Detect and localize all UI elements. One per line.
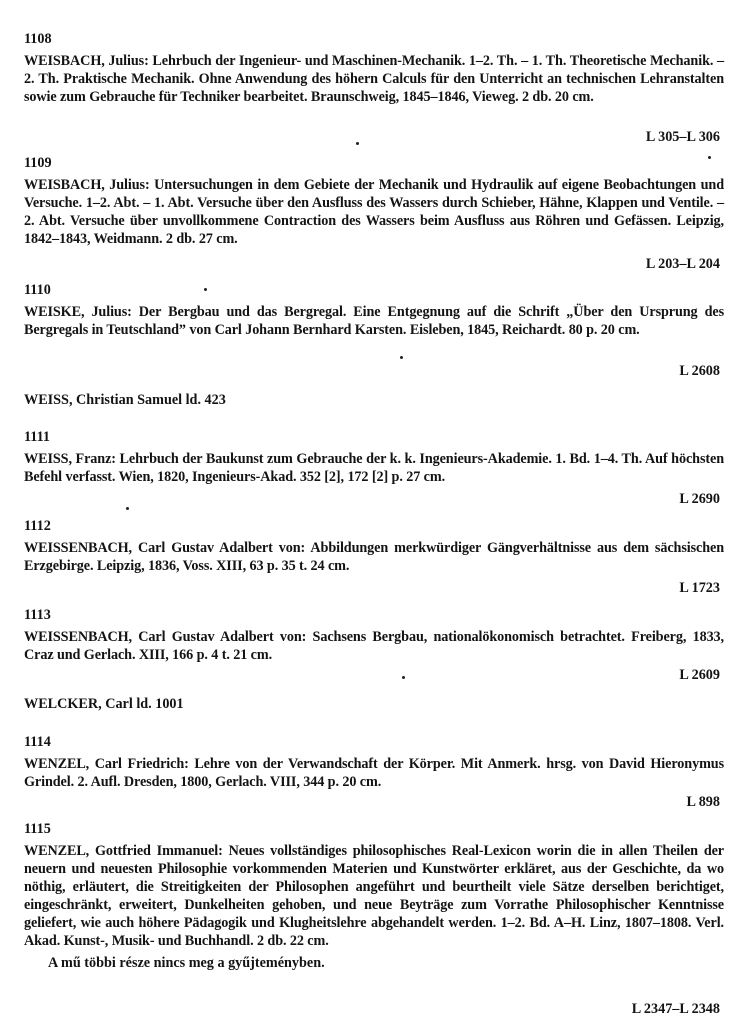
entry-text: WENZEL, Gottfried Immanuel: Neues vollständiges philosophisches Real-Lexicon worin die in allen Theilen der neuern und neuesten Philosophie vorkommenden Materien und Kunstwörter erkläret, aus der Geschichte, da wo nöthig, erläutert, die Streitigkeiten der Philosophen angeführt und beurtheilt viele Sätze derselben berichtiget, eingeschränkt, erweitert, Dunkelheiten gehoben, und neue Beyträge zum Vorrathe Philosophischer Kenntnisse geliefert, wie auch höhere Pädagogik und Klugheitslehre abgehandelt werden. 1–2. Bd. A–H. Linz, 1807–1808. Verl. Akad. Kunst-, Musik- und Buchhandl. 2 db. 22 cm.	[24, 843, 724, 949]
entry-text: WEISSENBACH, Carl Gustav Adalbert von: Abbildungen merkwürdiger Gängverhältnisse aus dem sächsischen Erzgebirge. Leipzig, 1836, Voss. XIII, 63 p. 35 t. 24 cm.	[24, 540, 724, 574]
catalog-entry-1115	[24, 820, 724, 972]
catalog-entry-1113	[24, 606, 724, 664]
shelf-mark-1110: L 2608	[679, 363, 720, 379]
scan-speck	[708, 156, 711, 159]
catalog-entry-1109	[24, 154, 724, 248]
shelf-mark-1114: L 898	[686, 794, 720, 810]
entry-text: WEISKE, Julius: Der Bergbau und das Bergregal. Eine Entgegnung auf die Schrift „Über den Ursprung des Bergregals in Teutschland” von Carl Johann Bernhard Karsten. Eisleben, 1845, Reichardt. 80 p. 20 cm.	[24, 304, 724, 338]
catalog-entry-1114	[24, 733, 724, 791]
entry-number: 1109	[24, 155, 52, 171]
entry-number: 1108	[24, 31, 52, 47]
entry-text: WEISBACH, Julius: Lehrbuch der Ingenieur- und Maschinen-Mechanik. 1–2. Th. – 1. Th. Theoretische Mechanik. – 2. Th. Praktische Mechanik. Ohne Anwendung des höhern Calculs für den Unterricht an technischen Lehranstalten sowie zum Gebrauche für Techniker bearbeitet. Braunschweig, 1845–1846, Vieweg. 2 db. 20 cm.	[24, 53, 724, 105]
catalog-entry-1111	[24, 428, 724, 486]
catalog-entry-1112	[24, 517, 724, 575]
entry-text: WENZEL, Carl Friedrich: Lehre von der Verwandschaft der Körper. Mit Anmerk. hrsg. von David Hieronymus Grindel. 2. Aufl. Dresden, 1800, Gerlach. VIII, 344 p. 20 cm.	[24, 756, 724, 790]
catalog-entry-1108	[24, 30, 724, 106]
entry-number: 1114	[24, 734, 51, 750]
shelf-mark-1113: L 2609	[679, 667, 720, 683]
entry-number: 1113	[24, 607, 51, 623]
entry-text: WEISSENBACH, Carl Gustav Adalbert von: Sachsens Bergbau, nationalökonomisch betrachtet. Freiberg, 1833, Craz und Gerlach. XIII, 166 p. 4 t. 21 cm.	[24, 629, 724, 663]
shelf-mark-1108: L 305–L 306	[645, 129, 720, 145]
catalog-entry-1110	[24, 281, 724, 339]
shelf-mark-1112: L 1723	[679, 580, 720, 596]
cross-reference: WELCKER, Carl ld. 1001	[24, 696, 184, 712]
shelf-mark-1109: L 203–L 204	[645, 256, 720, 272]
entry-number: 1111	[24, 429, 51, 445]
entry-number: 1115	[24, 821, 51, 837]
entry-note: A mű többi része nincs meg a gyűjteményben.	[48, 955, 325, 971]
entry-number: 1110	[24, 282, 51, 298]
scan-speck	[402, 676, 405, 679]
scan-speck	[126, 507, 129, 510]
entry-text: WEISS, Franz: Lehrbuch der Baukunst zum Gebrauche der k. k. Ingenieurs-Akademie. 1. Bd. 1–4. Th. Auf höchsten Befehl verfasst. Wien, 1820, Ingenieurs-Akad. 352 [2], 172 [2] p. 27 cm.	[24, 451, 724, 485]
scan-speck	[356, 142, 359, 145]
shelf-mark-1111: L 2690	[679, 491, 720, 507]
cross-reference: WEISS, Christian Samuel ld. 423	[24, 392, 226, 408]
shelf-mark-1115: L 2347–L 2348	[631, 1001, 720, 1017]
scan-speck	[400, 356, 403, 359]
scan-speck	[204, 288, 207, 291]
entry-number: 1112	[24, 518, 51, 534]
entry-text: WEISBACH, Julius: Untersuchungen in dem Gebiete der Mechanik und Hydraulik auf eigene Beobachtungen und Versuche. 1–2. Abt. – 1. Abt. Versuche über den Ausfluss des Wassers durch Schieber, Hähne, Klappen und Ventile. – 2. Abt. Versuche über unvollkommene Contraction des Wassers beim Ausfluss aus Röhren und Gefässen. Leipzig, 1842–1843, Weidmann. 2 db. 27 cm.	[24, 177, 724, 247]
